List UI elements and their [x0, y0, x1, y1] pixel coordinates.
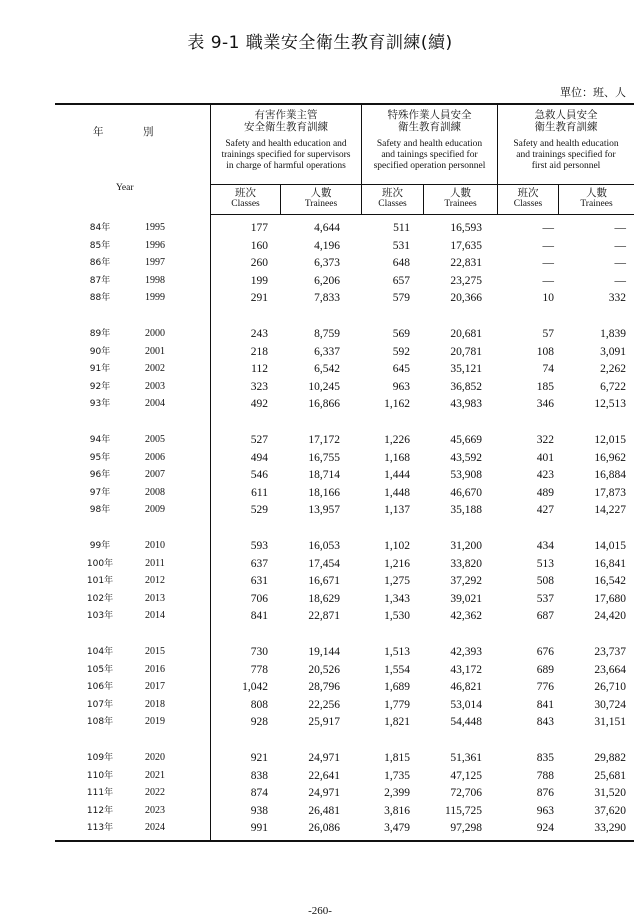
table-cell: 46,821: [450, 681, 482, 694]
table-cell: 778: [250, 663, 268, 676]
table-cell: 841: [250, 610, 268, 623]
table-cell: 489: [536, 486, 554, 499]
year-ad: 2001: [145, 345, 165, 357]
table-cell: 508: [536, 575, 554, 588]
table-cell: 17,454: [308, 557, 340, 570]
table-cell: 494: [250, 451, 268, 464]
table-cell: 16,755: [308, 451, 340, 464]
table-cell: 23,737: [594, 646, 626, 658]
year-ad: 2002: [145, 363, 165, 375]
table-cell: 10: [542, 292, 554, 305]
table-cell: 1,839: [600, 328, 626, 340]
group-header-zh: 有害作業主管: [254, 109, 318, 121]
header-bottom-rule: [210, 214, 634, 215]
group-header-specified-operation: [362, 109, 497, 172]
table-cell: 6,337: [314, 345, 340, 358]
group-header-zh: 特殊作業人員安全: [387, 109, 472, 121]
year-roc: 107年: [86, 699, 114, 710]
page-number: -260-: [308, 905, 332, 917]
group-header-en: and trainings specified for: [516, 150, 616, 161]
table-cell: 788: [536, 769, 554, 782]
table-cell: —: [614, 239, 626, 252]
table-cell: 529: [250, 504, 268, 517]
table-cell: 14,015: [594, 540, 626, 552]
table-cell: 511: [393, 222, 410, 234]
year-ad: 2017: [145, 681, 165, 693]
year-ad: 2004: [145, 398, 165, 410]
table-cell: 20,681: [450, 328, 482, 340]
table-cell: 199: [250, 274, 268, 287]
table-cell: 39,021: [450, 592, 482, 605]
year-roc: 85年: [89, 240, 111, 251]
table-cell: 6,722: [600, 380, 626, 393]
table-cell: 31,151: [594, 716, 626, 729]
table-cell: 243: [250, 328, 268, 340]
table-cell: 592: [392, 345, 410, 358]
group-header-en: specified operation personnel: [373, 160, 486, 171]
table-cell: 42,393: [450, 646, 482, 658]
table-cell: 72,706: [450, 787, 482, 800]
table-cell: 631: [250, 575, 268, 588]
subheader-classes-1: [211, 187, 280, 210]
table-cell: —: [542, 222, 554, 234]
table-cell: 332: [608, 292, 626, 305]
table-cell: 53,908: [450, 469, 482, 482]
table-cell: 537: [536, 592, 554, 605]
table-cell: 177: [250, 222, 268, 234]
table-cell: 963: [392, 380, 410, 393]
year-roc: 96年: [89, 470, 111, 481]
group-header-zh: 急救人員安全: [534, 109, 598, 121]
table-cell: 3,091: [600, 345, 626, 358]
table-cell: 28,796: [308, 681, 340, 694]
year-ad: 2010: [145, 540, 165, 551]
table-cell: 730: [250, 646, 268, 658]
table-cell: 51,361: [450, 752, 482, 764]
table-cell: —: [614, 257, 626, 270]
table-cell: 3,479: [384, 822, 410, 835]
year-ad: 2006: [145, 451, 165, 463]
table-cell: 17,172: [308, 434, 340, 446]
table-cell: 20,366: [450, 292, 482, 305]
year-roc: 92年: [89, 381, 111, 392]
table-cell: 963: [536, 804, 554, 817]
table-cell: 427: [536, 504, 554, 517]
table-cell: 4,644: [314, 222, 340, 234]
table-cell: 35,188: [450, 504, 482, 517]
group-header-en: in charge of harmful operations: [226, 160, 346, 171]
table-cell: 17,635: [450, 239, 482, 252]
table-cell: 776: [536, 681, 554, 694]
page-title: 表 9-1 職業安全衛生教育訓練(續): [187, 33, 453, 53]
year-roc: 84年: [89, 223, 111, 233]
table-cell: 1,530: [384, 610, 410, 623]
year-roc: 108年: [86, 717, 114, 728]
table-cell: 876: [536, 787, 554, 800]
table-cell: 46,670: [450, 486, 482, 499]
table-cell: —: [542, 257, 554, 270]
year-roc: 100年: [86, 558, 114, 569]
group-header-zh: 安全衛生教育訓練: [244, 121, 328, 134]
subheader-zh: 人數: [310, 187, 332, 199]
year-ad: 2016: [145, 663, 165, 675]
year-header-zh-left: 年: [93, 126, 104, 138]
group-header-en: Safety and health education: [513, 139, 619, 150]
year-ad: 2005: [145, 434, 165, 445]
year-ad: 2003: [145, 380, 165, 392]
table-cell: 637: [250, 557, 268, 570]
subheader-trainees-1: [281, 187, 361, 210]
table-cell: 25,681: [594, 769, 626, 782]
table-cell: 1,815: [384, 752, 410, 764]
table-cell: 16,866: [308, 398, 340, 411]
table-cell: 291: [250, 292, 268, 305]
table-cell: 16,671: [308, 575, 340, 588]
table-cell: 43,592: [450, 451, 482, 464]
table-cell: 838: [250, 769, 268, 782]
table-cell: 74: [542, 363, 554, 376]
table-cell: 22,641: [308, 769, 340, 782]
group-header-zh: 衛生教育訓練: [534, 121, 598, 134]
table-cell: 218: [250, 345, 268, 358]
table-cell: 6,206: [314, 274, 340, 287]
table-cell: 579: [392, 292, 410, 305]
table-cell: 37,292: [450, 575, 482, 588]
table-cell: 657: [392, 274, 410, 287]
table-cell: 23,664: [594, 663, 626, 676]
table-cell: 1,168: [384, 451, 410, 464]
table-cell: 26,710: [594, 681, 626, 694]
table-cell: —: [614, 274, 626, 287]
table-cell: 24,971: [308, 752, 340, 764]
table-cell: 434: [536, 540, 554, 552]
table-cell: 42,362: [450, 610, 482, 623]
table-cell: 43,172: [450, 663, 482, 676]
table-cell: 53,014: [450, 698, 482, 711]
table-cell: 1,444: [384, 469, 410, 482]
table-cell: 22,871: [308, 610, 340, 623]
group-header-first-aid: [498, 109, 634, 172]
year-roc: 86年: [89, 258, 111, 269]
year-ad: 1995: [145, 222, 165, 233]
table-cell: 689: [536, 663, 554, 676]
subheader-en: Trainees: [580, 199, 613, 210]
table-cell: 14,227: [594, 504, 626, 517]
table-cell: 33,290: [594, 822, 626, 835]
table-cell: 57: [542, 328, 554, 340]
year-roc: 106年: [86, 682, 114, 693]
table-cell: 22,831: [450, 257, 482, 270]
year-roc: 111年: [86, 788, 114, 799]
year-roc: 95年: [89, 452, 111, 463]
table-cell: 36,852: [450, 380, 482, 393]
year-ad: 2009: [145, 504, 165, 516]
table-cell: —: [542, 239, 554, 252]
table-cell: 12,015: [594, 434, 626, 446]
year-header-zh-right: 別: [143, 126, 154, 138]
table-cell: 611: [251, 486, 268, 499]
table-cell: 874: [250, 787, 268, 800]
table-cell: 16,542: [594, 575, 626, 588]
table-cell: 13,957: [308, 504, 340, 517]
table-cell: 808: [250, 698, 268, 711]
year-roc: 110年: [86, 770, 114, 781]
table-cell: 24,971: [308, 787, 340, 800]
table-cell: 346: [536, 398, 554, 411]
table-cell: 928: [250, 716, 268, 729]
table-cell: 18,629: [308, 592, 340, 605]
year-ad: 2021: [145, 769, 165, 781]
table-cell: 645: [392, 363, 410, 376]
table-cell: 1,779: [384, 698, 410, 711]
table-cell: 531: [392, 239, 410, 252]
table-bottom-rule: [55, 840, 634, 842]
year-roc: 113年: [86, 823, 114, 834]
table-cell: 1,735: [384, 769, 410, 782]
year-ad: 1996: [145, 239, 165, 251]
group-header-en: first aid personnel: [531, 160, 601, 171]
table-cell: 323: [250, 380, 268, 393]
group-header-en: and tainings specified for: [381, 150, 478, 161]
table-cell: 423: [536, 469, 554, 482]
table-cell: 1,343: [384, 592, 410, 605]
table-cell: 54,448: [450, 716, 482, 729]
table-cell: 20,526: [308, 663, 340, 676]
table-cell: 23,275: [450, 274, 482, 287]
year-roc: 88年: [89, 293, 111, 304]
table-cell: 108: [536, 345, 554, 358]
subheader-classes-2: [362, 187, 423, 210]
table-cell: 1,137: [384, 504, 410, 517]
year-ad: 1997: [145, 257, 165, 269]
year-roc: 89年: [89, 329, 111, 339]
table-cell: 593: [250, 540, 268, 552]
subheader-rule: [210, 184, 634, 185]
year-roc: 102年: [86, 593, 114, 604]
table-cell: 17,680: [594, 592, 626, 605]
table-cell: 185: [536, 380, 554, 393]
table-cell: 45,669: [450, 434, 482, 446]
subheader-trainees-3: [559, 187, 634, 210]
year-ad: 2024: [145, 822, 165, 834]
table-cell: 26,481: [308, 804, 340, 817]
year-ad: 2022: [145, 787, 165, 799]
table-cell: 1,162: [384, 398, 410, 411]
table-cell: 47,125: [450, 769, 482, 782]
year-roc: 105年: [86, 664, 114, 675]
subheader-zh: 班次: [517, 187, 539, 199]
year-roc: 103年: [86, 611, 114, 622]
table-cell: 1,102: [384, 540, 410, 552]
table-cell: 3,816: [384, 804, 410, 817]
year-roc: 91年: [89, 364, 111, 375]
table-cell: 26,086: [308, 822, 340, 835]
table-cell: 1,689: [384, 681, 410, 694]
table-cell: 37,620: [594, 804, 626, 817]
year-roc: 112年: [86, 805, 114, 816]
year-roc: 99年: [89, 541, 111, 551]
subheader-en: Classes: [378, 199, 407, 210]
year-ad: 2019: [145, 716, 165, 728]
year-header-en: Year: [116, 183, 134, 193]
table-cell: 24,420: [594, 610, 626, 623]
year-roc: 97年: [89, 487, 111, 498]
year-ad: 2020: [145, 752, 165, 763]
table-cell: 938: [250, 804, 268, 817]
subheader-en: Classes: [231, 199, 260, 210]
table-cell: 7,833: [314, 292, 340, 305]
subheader-zh: 班次: [235, 187, 256, 199]
table-cell: 18,714: [308, 469, 340, 482]
table-cell: 30,724: [594, 698, 626, 711]
table-cell: —: [614, 222, 626, 234]
table-cell: 31,520: [594, 787, 626, 800]
table-cell: 10,245: [308, 380, 340, 393]
table-cell: 29,882: [594, 752, 626, 764]
table-cell: 546: [250, 469, 268, 482]
table-cell: 35,121: [450, 363, 482, 376]
group-header-en: Safety and health education: [376, 139, 483, 150]
table-cell: 22,256: [308, 698, 340, 711]
table-cell: 841: [536, 698, 554, 711]
year-roc: 101年: [86, 576, 114, 587]
group-header-harmful-supervisors: [211, 109, 361, 172]
table-cell: —: [542, 274, 554, 287]
year-ad: 2013: [145, 592, 165, 604]
table-cell: 31,200: [450, 540, 482, 552]
table-cell: 322: [536, 434, 554, 446]
subheader-en: Trainees: [444, 199, 477, 210]
table-cell: 1,275: [384, 575, 410, 588]
year-roc: 94年: [89, 435, 111, 445]
table-cell: 513: [536, 557, 554, 570]
year-roc: 104年: [86, 647, 114, 657]
table-cell: 1,821: [384, 716, 410, 729]
table-cell: 648: [392, 257, 410, 270]
subheader-zh: 人數: [586, 187, 607, 199]
year-roc: 93年: [89, 399, 111, 410]
table-cell: 17,873: [594, 486, 626, 499]
table-cell: 1,448: [384, 486, 410, 499]
year-ad: 1999: [145, 292, 165, 304]
table-cell: 19,144: [308, 646, 340, 658]
table-cell: 492: [250, 398, 268, 411]
year-ad: 2007: [145, 469, 165, 481]
table-cell: 97,298: [450, 822, 482, 835]
table-cell: 115,725: [445, 804, 482, 817]
table-cell: 1,216: [384, 557, 410, 570]
table-cell: 835: [536, 752, 554, 764]
year-roc: 87年: [89, 275, 111, 286]
table-cell: 4,196: [314, 239, 340, 252]
year-roc: 98年: [89, 505, 111, 516]
table-top-rule: [55, 103, 634, 105]
table-cell: 1,042: [242, 681, 268, 694]
year-ad: 2012: [145, 575, 165, 587]
table-cell: 112: [251, 363, 268, 376]
year-ad: 2023: [145, 804, 165, 816]
year-ad: 2018: [145, 698, 165, 710]
table-cell: 33,820: [450, 557, 482, 570]
table-cell: 1,226: [384, 434, 410, 446]
table-cell: 706: [250, 592, 268, 605]
subheader-classes-3: [498, 187, 558, 210]
subheader-en: Classes: [513, 199, 543, 210]
table-cell: 2,262: [600, 363, 626, 376]
table-cell: 991: [250, 822, 268, 835]
table-cell: 1,513: [384, 646, 410, 658]
year-ad: 2011: [145, 557, 165, 569]
subheader-zh: 班次: [382, 187, 403, 199]
table-cell: 43,983: [450, 398, 482, 411]
table-cell: 401: [536, 451, 554, 464]
subheader-trainees-2: [424, 187, 497, 210]
table-cell: 6,542: [314, 363, 340, 376]
year-ad: 2014: [145, 610, 165, 622]
table-cell: 676: [536, 646, 554, 658]
table-cell: 16,884: [594, 469, 626, 482]
table-cell: 924: [536, 822, 554, 835]
table-cell: 2,399: [384, 787, 410, 800]
year-ad: 2008: [145, 486, 165, 498]
table-cell: 843: [536, 716, 554, 729]
table-cell: 20,781: [450, 345, 482, 358]
year-roc: 90年: [89, 346, 111, 357]
table-cell: 527: [250, 434, 268, 446]
year-ad: 1998: [145, 274, 165, 286]
table-cell: 16,053: [308, 540, 340, 552]
table-cell: 160: [250, 239, 268, 252]
table-cell: 687: [536, 610, 554, 623]
unit-label: 單位：班、人: [560, 86, 626, 99]
year-ad: 2015: [145, 646, 165, 657]
table-cell: 16,841: [594, 557, 626, 570]
table-cell: 12,513: [594, 398, 626, 411]
table-cell: 260: [250, 257, 268, 270]
group-header-zh: 衛生教育訓練: [398, 121, 461, 134]
year-ad: 2000: [145, 328, 165, 339]
table-cell: 569: [392, 328, 410, 340]
table-cell: 921: [250, 752, 268, 764]
group-header-en: Safety and health education and: [225, 139, 347, 150]
table-cell: 1,554: [384, 663, 410, 676]
table-cell: 18,166: [308, 486, 340, 499]
table-cell: 25,917: [308, 716, 340, 729]
year-roc: 109年: [86, 753, 114, 763]
table-cell: 6,373: [314, 257, 340, 270]
table-cell: 16,593: [450, 222, 482, 234]
subheader-en: Trainees: [304, 199, 338, 210]
group-header-en: trainings specified for supervisors: [221, 150, 351, 161]
table-cell: 16,962: [594, 451, 626, 464]
table-cell: 8,759: [314, 328, 340, 340]
subheader-zh: 人數: [450, 187, 471, 199]
